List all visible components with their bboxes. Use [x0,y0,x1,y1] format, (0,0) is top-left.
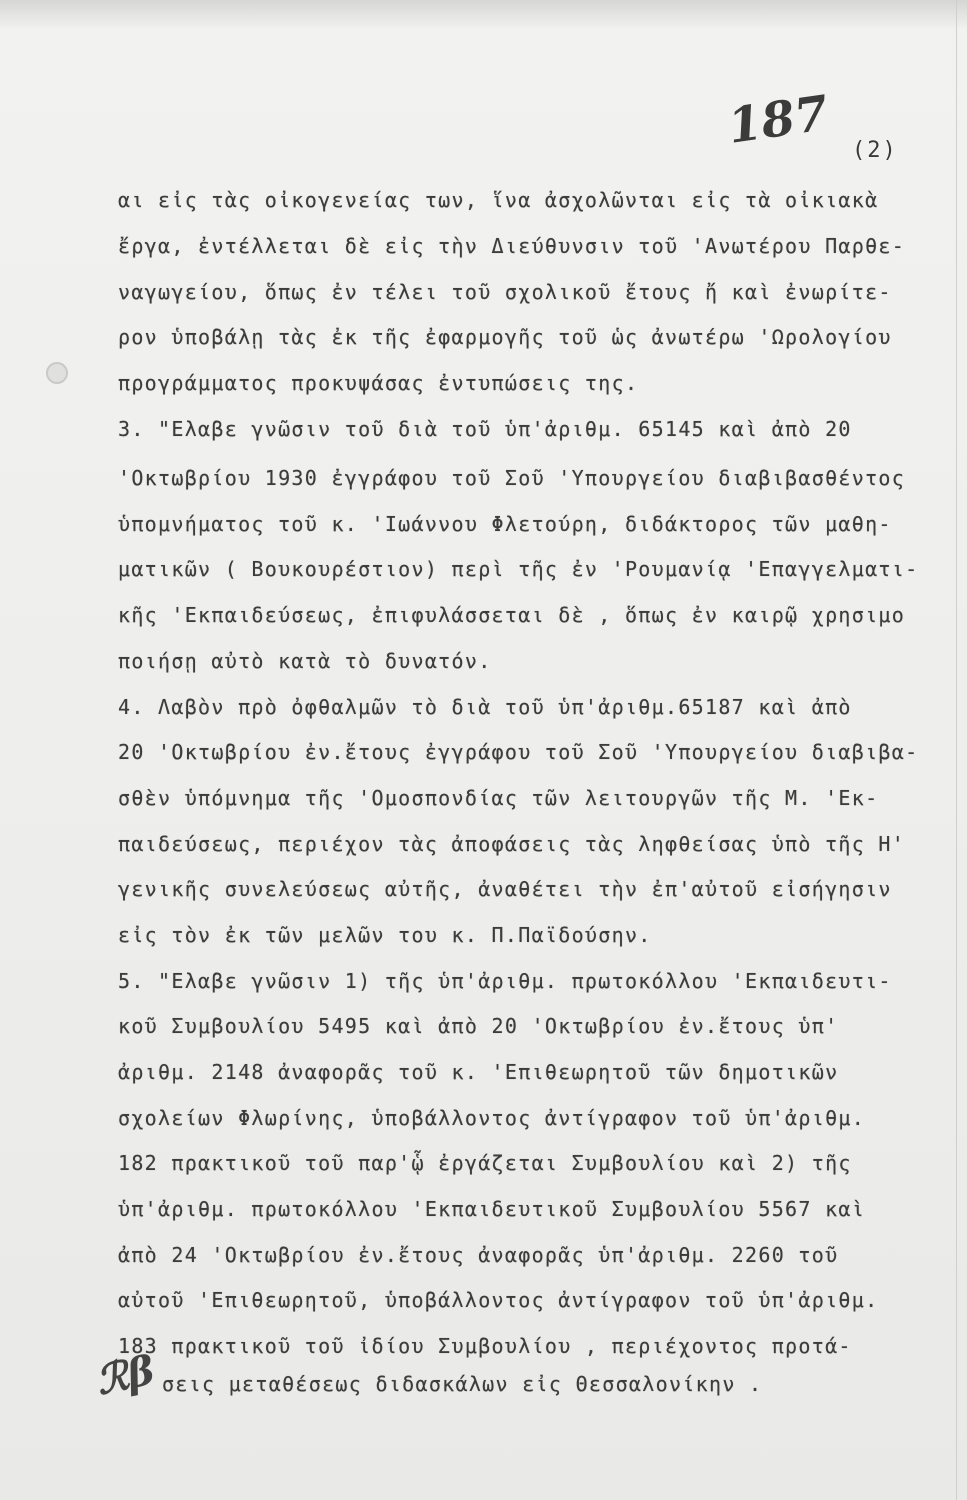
text-line: προγράμματος προκυψάσας ἐντυπώσεις της. [118,371,639,395]
text-line: σθὲν ὑπόμνημα τῆς 'Ομοσπονδίας τῶν λειτουργῶν τῆς Μ. 'Εκ- [118,786,879,810]
text-line: 'Οκτωβρίου 1930 ἐγγράφου τοῦ Σοῦ 'Υπουργείου διαβιβασθέντος [118,466,906,490]
text-line: ἔργα, ἐντέλλεται δὲ εἰς τὴν Διεύθυνσιν τοῦ 'Ανωτέρου Παρθε- [118,234,906,258]
text-line: σεις μεταθέσεως διδασκάλων εἰς Θεσσαλονίκην . [162,1372,763,1396]
text-line: ποιήσῃ αὐτὸ κατὰ τὸ δυνατόν. [118,649,492,673]
text-line: εἰς τὸν ἐκ τῶν μελῶν του κ. Π.Παϊδούσην. [118,923,652,947]
text-line: κοῦ Συμβουλίου 5495 καὶ ἀπὸ 20 'Οκτωβρίου ἐν.ἔτους ὑπ' [118,1014,839,1038]
text-line: 182 πρακτικοῦ τοῦ παρ'ᾧ ἐργάζεται Συμβουλίου καὶ 2) τῆς [118,1151,852,1175]
text-line: ἀπὸ 24 'Οκτωβρίου ἐν.ἔτους ἀναφορᾶς ὑπ'ἀριθμ. 2260 τοῦ [118,1243,839,1267]
text-line: αι εἰς τὰς οἰκογενείας των, ἵνα ἀσχολῶνται εἰς τὰ οἰκιακὰ [118,188,879,212]
text-line: γενικῆς συνελεύσεως αὐτῆς, ἀναθέτει τὴν ἐπ'αὐτοῦ εἰσήγησιν [118,877,892,901]
text-line: ματικῶν ( Βουκουρέστιον) περὶ τῆς ἐν 'Ρουμανίᾳ 'Επαγγελματι- [118,557,919,581]
handwritten-margin-initials: ℛβ [91,1346,159,1405]
text-line: κῆς 'Εκπαιδεύσεως, ἐπιφυλάσσεται δὲ , ὅπως ἐν καιρῷ χρησιμο [118,603,906,627]
text-line: παιδεύσεως, περιέχον τὰς ἀποφάσεις τὰς ληφθείσας ὑπὸ τῆς Η' [118,832,906,856]
text-line: σχολείων Φλωρίνης, ὑποβάλλοντος ἀντίγραφον τοῦ ὑπ'ἀριθμ. [118,1106,866,1130]
handwritten-folio-number: 187 [724,85,832,155]
text-line: 4. Λαβὸν πρὸ ὀφθαλμῶν τὸ διὰ τοῦ ὑπ'ἀριθμ.65187 καὶ ἀπὸ [118,695,852,719]
text-line: ὑπ'ἀριθμ. πρωτοκόλλου 'Εκπαιδευτικοῦ Συμβουλίου 5567 καὶ [118,1197,866,1221]
text-line: 183 πρακτικοῦ τοῦ ἰδίου Συμβουλίου , περιέχοντος προτά- [118,1334,852,1358]
text-line: ρον ὑποβάλῃ τὰς ἐκ τῆς ἐφαρμογῆς τοῦ ὡς ἀνωτέρω 'Ωρολογίου [118,325,892,349]
text-line: αὐτοῦ 'Επιθεωρητοῦ, ὑποβάλλοντος ἀντίγραφον τοῦ ὑπ'ἀριθμ. [118,1288,879,1312]
page-number: (2) [852,138,898,163]
text-line: ναγωγείου, ὅπως ἐν τέλει τοῦ σχολικοῦ ἔτους ἤ καὶ ἐνωρίτε- [118,280,892,304]
text-line: ἀριθμ. 2148 ἀναφορᾶς τοῦ κ. 'Επιθεωρητοῦ τῶν δημοτικῶν [118,1060,839,1084]
text-line: ὑπομνήματος τοῦ κ. 'Ιωάννου Φλετούρη, διδάκτορος τῶν μαθη- [118,512,892,536]
text-line: 5. "Ελαβε γνῶσιν 1) τῆς ὑπ'ἀριθμ. πρωτοκόλλου 'Εκπαιδευτι- [118,969,892,993]
text-line: 3. "Ελαβε γνῶσιν τοῦ διὰ τοῦ ὑπ'ἀριθμ. 65145 καὶ ἀπὸ 20 [118,417,852,441]
text-line: 20 'Οκτωβρίου ἐν.ἔτους ἐγγράφου τοῦ Σοῦ 'Υπουργείου διαβιβα- [118,740,919,764]
